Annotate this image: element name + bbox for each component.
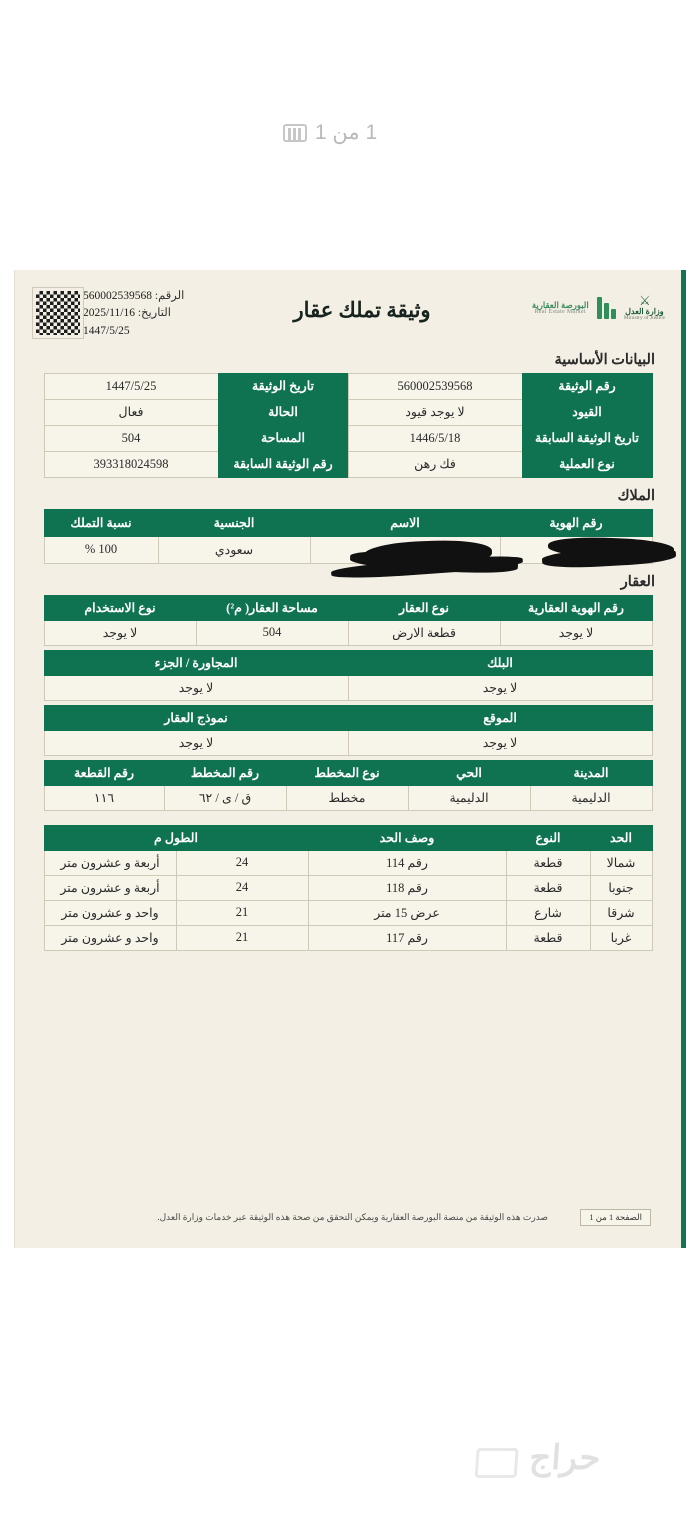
column-header-nationality: الجنسية	[158, 509, 310, 536]
column-header-property-area: مساحة العقار( م²)	[196, 595, 348, 620]
cell-value: لا يوجد	[348, 675, 652, 700]
cell-label: تاريخ الوثيقة السابقة	[522, 425, 652, 451]
document-footer	[15, 1209, 681, 1226]
column-header-district: الحي	[408, 760, 530, 785]
table-row	[44, 730, 652, 755]
page-counter	[0, 120, 700, 145]
column-header-realestate-id: رقم الهوية العقارية	[500, 595, 652, 620]
property-table-3	[44, 705, 653, 756]
table-row	[44, 620, 652, 645]
column-header-location: الموقع	[348, 705, 652, 730]
cell-value: ١١٦	[44, 785, 164, 810]
border-length-text: أربعة و عشرون متر	[44, 875, 176, 900]
cell-label: نوع العملية	[522, 451, 652, 477]
column-header-property-type: نوع العقار	[348, 595, 500, 620]
cell-value: فك رهن	[348, 451, 522, 477]
table-header-row	[44, 509, 652, 536]
owner-share: 100 %	[44, 536, 158, 563]
cell-value: 1446/5/18	[348, 425, 522, 451]
border-side: جنوبا	[590, 875, 652, 900]
border-description: رقم 117	[308, 925, 506, 950]
page-counter-label: 1 من 1	[314, 121, 378, 144]
cell-value: مخطط	[286, 785, 408, 810]
section-title-owners: الملاك	[617, 487, 655, 504]
section-title-basic: البيانات الأساسية	[554, 351, 655, 368]
cell-value: 1447/5/25	[44, 373, 218, 399]
border-side: غربا	[590, 925, 652, 950]
column-header-neighbour-part: المجاورة / الجزء	[44, 650, 348, 675]
watermark-box-icon	[475, 1448, 519, 1478]
border-length-text: واحد و عشرون متر	[44, 925, 176, 950]
cell-label: القيود	[522, 399, 652, 425]
cell-value: الدليمية	[408, 785, 530, 810]
cell-value: قطعة الارض	[348, 620, 500, 645]
market-name-en: Real Estate Market	[534, 309, 586, 316]
table-row	[44, 425, 652, 451]
border-type: قطعة	[506, 875, 590, 900]
border-type: قطعة	[506, 925, 590, 950]
cell-label: المساحة	[218, 425, 348, 451]
border-description: رقم 118	[308, 875, 506, 900]
border-side: شرقا	[590, 900, 652, 925]
basic-data-table	[44, 373, 653, 478]
border-length-number: 21	[176, 925, 308, 950]
cell-value: 504	[196, 620, 348, 645]
table-header-row	[44, 650, 652, 675]
property-table-4	[44, 760, 653, 811]
table-header-row	[44, 595, 652, 620]
table-row	[44, 399, 652, 425]
cell-label: رقم الوثيقة السابقة	[218, 451, 348, 477]
footer-note: صدرت هذه الوثيقة من منصة البورصة العقارية ويمكن التحقق من صحة هذه الوثيقة عبر خدمات وزارة العدل.	[157, 1212, 549, 1222]
cell-value: الدليمية	[530, 785, 652, 810]
cell-label: تاريخ الوثيقة	[218, 373, 348, 399]
table-row	[44, 675, 652, 700]
table-row	[44, 925, 652, 950]
border-description: رقم 114	[308, 850, 506, 875]
cell-value: لا يوجد	[500, 620, 652, 645]
column-header-usage-type: نوع الاستخدام	[44, 595, 196, 620]
header-meta	[83, 288, 184, 340]
table-header-row	[44, 705, 652, 730]
doc-date-label: التاريخ:	[137, 307, 171, 320]
border-length-number: 24	[176, 850, 308, 875]
border-length-text: واحد و عشرون متر	[44, 900, 176, 925]
column-header-property-model: نموذج العقار	[44, 705, 348, 730]
cell-value: 560002539568	[348, 373, 522, 399]
border-description: عرض 15 متر	[308, 900, 506, 925]
qr-code-icon	[33, 288, 83, 338]
cell-value: فعال	[44, 399, 218, 425]
document-header	[15, 270, 681, 346]
ministry-name-en: Ministry of Justice	[623, 315, 665, 322]
cell-value: 504	[44, 425, 218, 451]
cell-label: الحالة	[218, 399, 348, 425]
cell-value: لا يوجد	[44, 730, 348, 755]
border-length-text: أربعة و عشرون متر	[44, 850, 176, 875]
border-side: شمالا	[590, 850, 652, 875]
market-name-ar: البورصة العقارية	[531, 299, 589, 310]
cell-label: رقم الوثيقة	[522, 373, 652, 399]
cell-value: لا يوجد	[44, 620, 196, 645]
borders-table	[44, 825, 653, 951]
sword-palm-icon: ⚔	[639, 293, 650, 308]
column-header-id: رقم الهوية	[500, 509, 652, 536]
property-table-2	[44, 650, 653, 701]
table-row	[44, 900, 652, 925]
table-row	[44, 373, 652, 399]
doc-number-label: الرقم:	[154, 290, 185, 302]
document-sheet	[14, 270, 686, 1248]
column-header-plan-type: نوع المخطط	[286, 760, 408, 785]
bars-icon	[597, 297, 616, 319]
cell-value: لا يوجد	[348, 730, 652, 755]
table-row	[44, 451, 652, 477]
column-header-side: الحد	[590, 825, 652, 850]
ministry-name-ar: وزارة العدل	[625, 306, 664, 316]
column-header-parcel-number: رقم القطعة	[44, 760, 164, 785]
table-row	[44, 875, 652, 900]
cell-value: 393318024598	[44, 451, 218, 477]
column-header-block: البلك	[348, 650, 652, 675]
watermark	[468, 1428, 662, 1488]
footer-page-number: الصفحة 1 من 1	[580, 1209, 651, 1226]
cell-value: لا يوجد قيود	[348, 399, 522, 425]
border-length-number: 24	[176, 875, 308, 900]
border-type: شارع	[506, 900, 590, 925]
doc-date-hijri: 1447/5/25	[83, 324, 130, 337]
property-table-1	[44, 595, 653, 646]
column-header-name: الاسم	[310, 509, 500, 536]
cell-value: لا يوجد	[44, 675, 348, 700]
doc-date-gregorian: 2025/11/16	[83, 307, 135, 320]
doc-number-value: 560002539568	[83, 290, 152, 302]
border-type: قطعة	[506, 850, 590, 875]
column-header-type: النوع	[506, 825, 590, 850]
section-title-property: العقار	[620, 573, 655, 590]
header-logos	[532, 288, 665, 322]
cell-value: ق / ى / ٦٢	[164, 785, 286, 810]
real-estate-market-logo	[532, 301, 589, 316]
document-title: وثيقة تملك عقار	[293, 298, 431, 322]
table-row	[44, 785, 652, 810]
column-header-share: نسبة التملك	[44, 509, 158, 536]
pages-icon	[283, 124, 307, 142]
table-row	[44, 850, 652, 875]
table-header-row	[44, 825, 652, 850]
table-header-row	[44, 760, 652, 785]
column-header-description: وصف الحد	[308, 825, 506, 850]
watermark-text: حراج	[528, 1440, 602, 1477]
owner-nationality: سعودي	[158, 536, 310, 563]
column-header-plan-number: رقم المخطط	[164, 760, 286, 785]
border-length-number: 21	[176, 900, 308, 925]
column-header-length: الطول م	[44, 825, 308, 850]
ministry-of-justice-logo	[624, 294, 665, 322]
column-header-city: المدينة	[530, 760, 652, 785]
